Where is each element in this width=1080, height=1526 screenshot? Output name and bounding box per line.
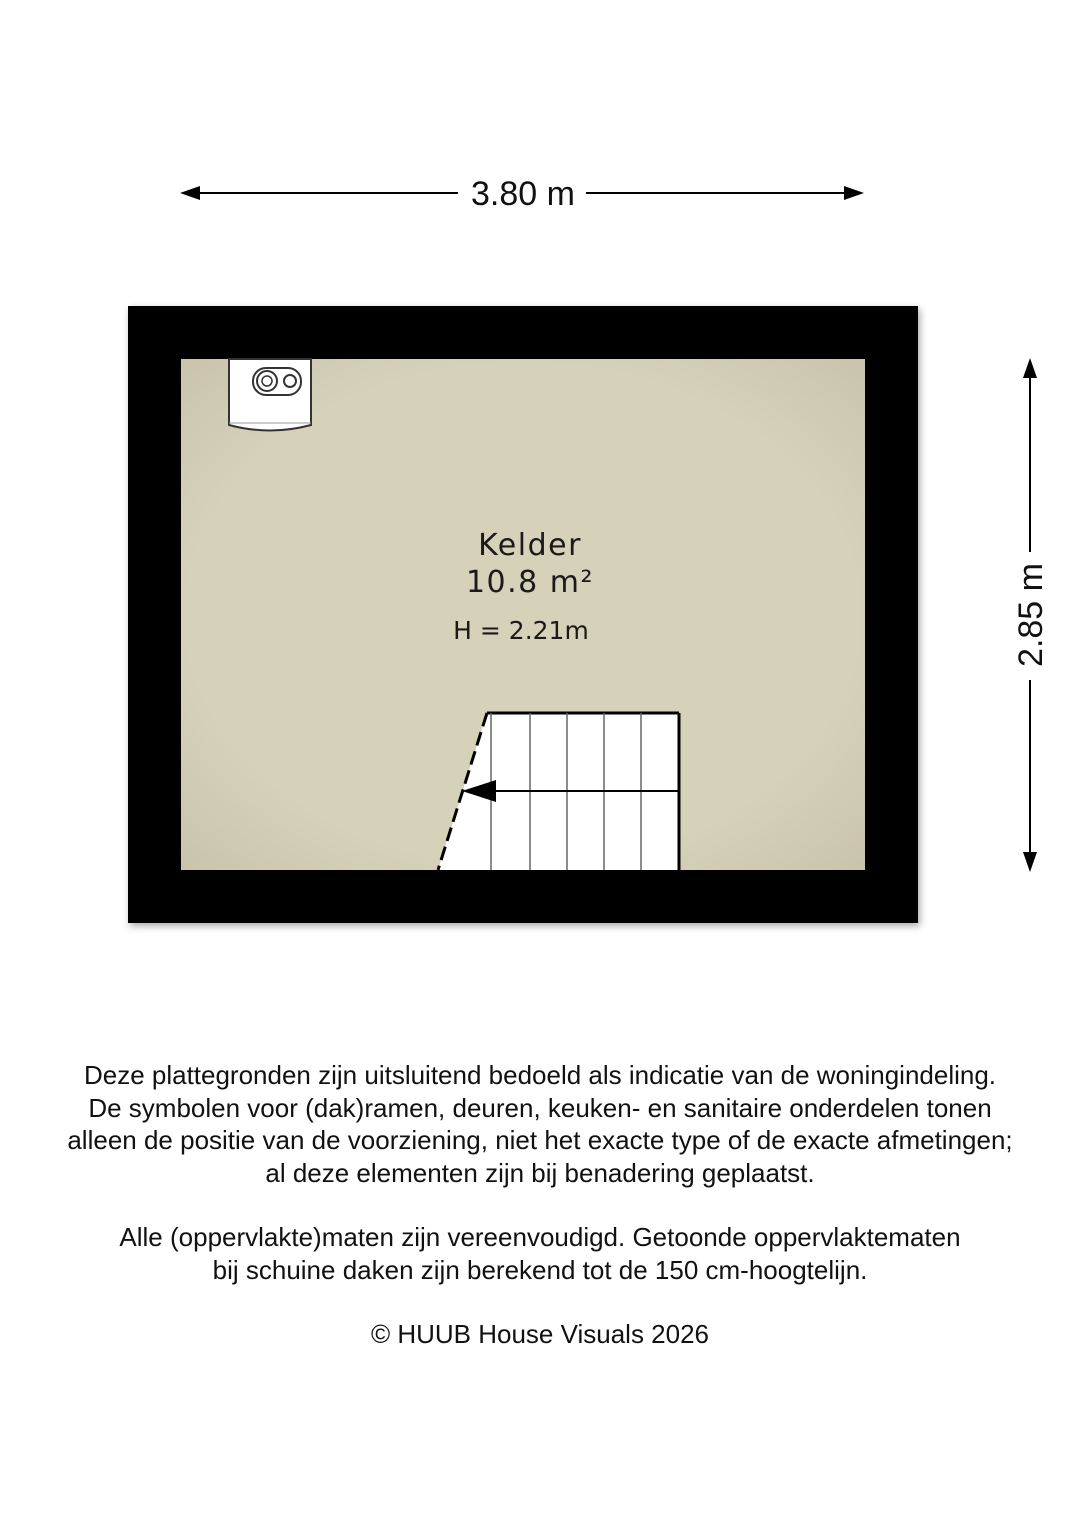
arrow-right-icon (844, 186, 864, 200)
arrow-down-icon (1023, 852, 1037, 872)
arrow-up-icon (1023, 358, 1037, 378)
arrow-left-icon (180, 186, 200, 200)
width-dimension (180, 175, 864, 213)
copyright-notice (0, 1318, 1080, 1351)
boiler-icon (229, 359, 311, 431)
room-name: Kelder (478, 528, 582, 563)
width-label: 3.80 m (471, 175, 575, 213)
room-area: 10.8 m² (465, 565, 595, 600)
disclaimer-paragraph-2 (0, 1221, 1080, 1286)
disclaimer-line: al deze elementen zijn bij benadering geplaatst. (265, 1157, 815, 1188)
disclaimer-line: bij schuine daken zijn berekend tot de 150 cm-hoogtelijn. (212, 1254, 868, 1285)
room-ceiling-height: H = 2.21m (453, 616, 589, 645)
disclaimer-line: De symbolen voor (dak)ramen, deuren, keuken- en sanitaire onderdelen tonen (88, 1092, 992, 1123)
disclaimer-paragraph-1 (0, 1059, 1080, 1189)
disclaimer-line: Deze plattegronden zijn uitsluitend bedoeld als indicatie van de woningindeling. (83, 1060, 997, 1090)
height-label: 2.85 m (1012, 563, 1050, 667)
copyright-text: © HUUB House Visuals 2026 (370, 1319, 710, 1349)
height-dimension (1012, 358, 1050, 872)
disclaimer-line: Alle (oppervlakte)maten zijn vereenvoudigd. Getoonde oppervlaktematen (119, 1222, 961, 1252)
disclaimer-line: alleen de positie van de voorziening, niet het exacte type of de exacte afmetingen; (67, 1125, 1013, 1155)
